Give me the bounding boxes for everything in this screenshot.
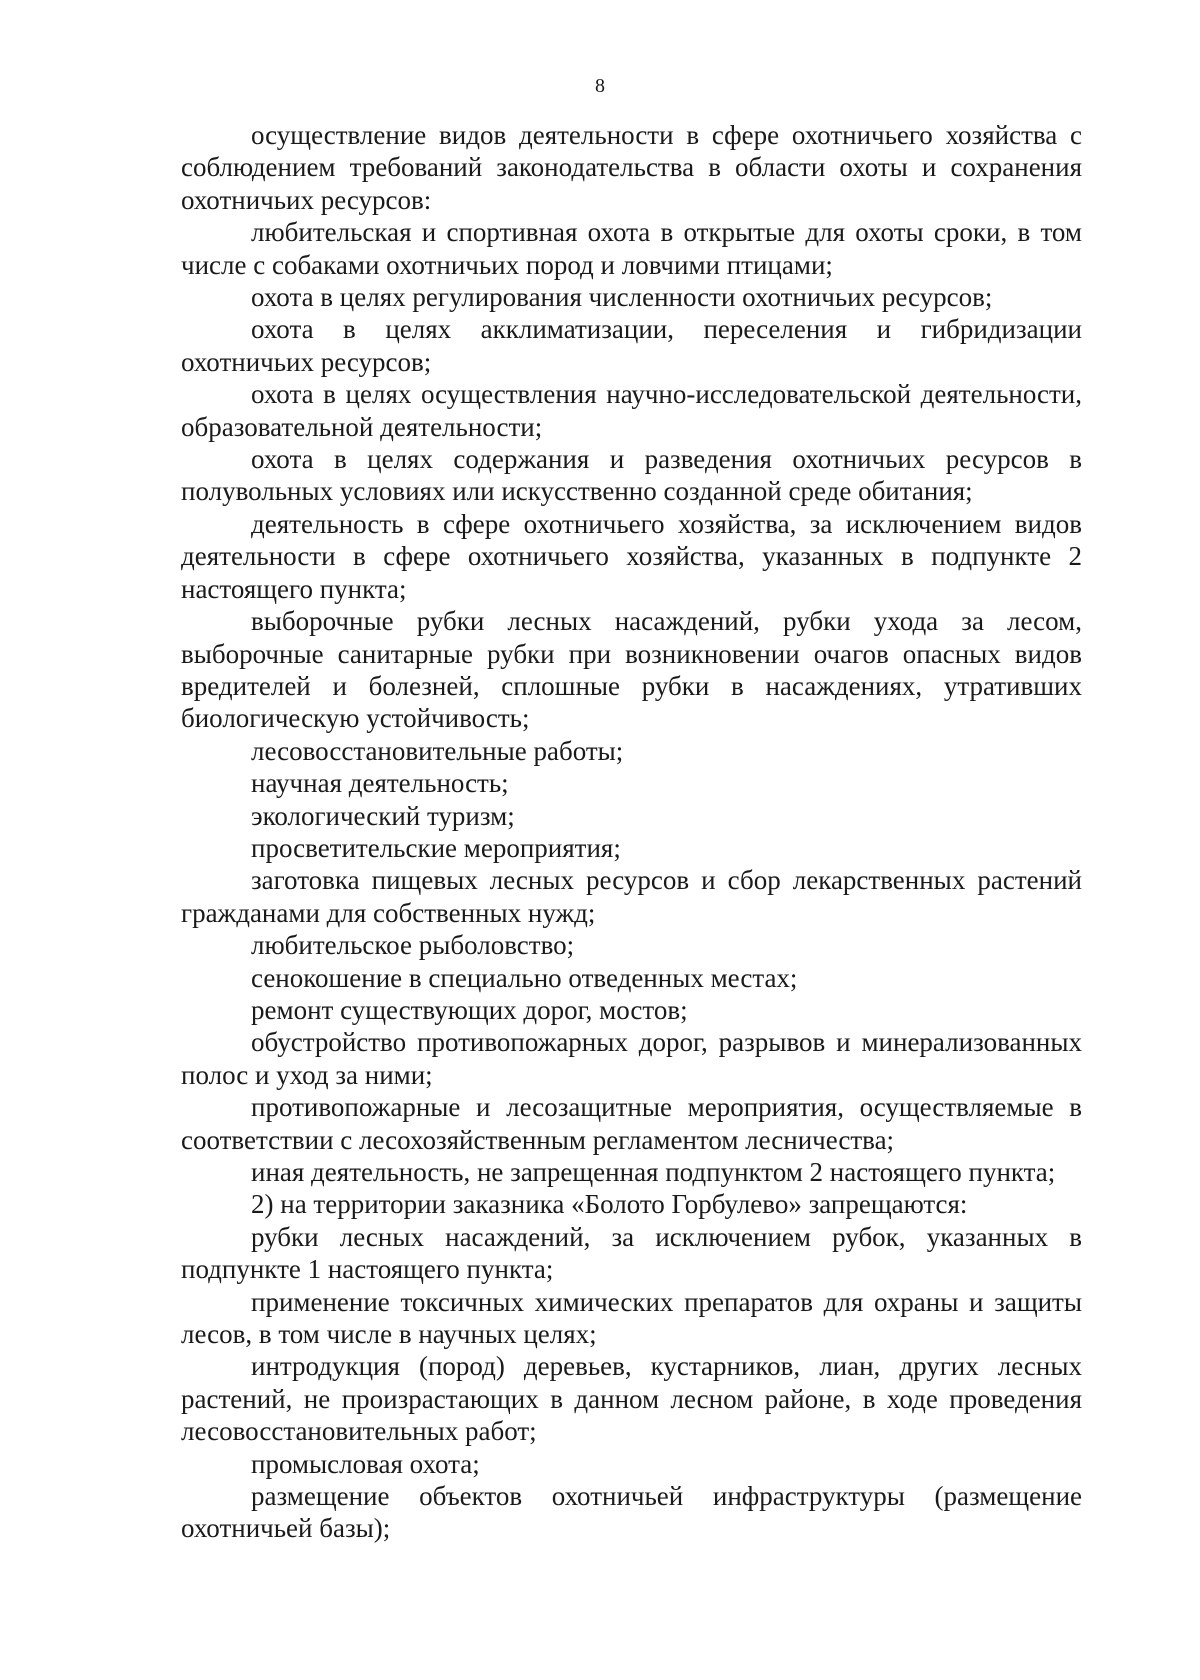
paragraph: охота в целях содержания и разведения охотничьих ресурсов в полувольных условиях или искусственно созданной среде обитания; bbox=[181, 444, 1082, 507]
document-body bbox=[181, 119, 1082, 1545]
paragraph: лесовосстановительные работы; bbox=[251, 735, 624, 766]
paragraph: охота в целях акклиматизации, переселения и гибридизации охотничьих ресурсов; bbox=[181, 314, 1082, 377]
paragraph: деятельность в сфере охотничьего хозяйства, за исключением видов деятельности в сфере охотничьего хозяйства, указанных в подпункте 2 настоящего пункта; bbox=[181, 508, 1082, 604]
paragraph: интродукция (пород) деревьев, кустарников, лиан, других лесных растений, не произрастающих в данном лесном районе, в ходе проведения лесовосстановительных работ; bbox=[181, 1351, 1082, 1447]
paragraph: 2) на территории заказника «Болото Горбулево» запрещаются: bbox=[251, 1189, 968, 1220]
paragraph: иная деятельность, не запрещенная подпунктом 2 настоящего пункта; bbox=[251, 1157, 1056, 1187]
paragraph: ремонт существующих дорог, мостов; bbox=[251, 994, 688, 1025]
paragraph: просветительские мероприятия; bbox=[251, 832, 621, 863]
paragraph: заготовка пищевых лесных ресурсов и сбор лекарственных растений гражданами для собственных нужд; bbox=[181, 865, 1082, 928]
paragraph: обустройство противопожарных дорог, разрывов и минерализованных полос и уход за ними; bbox=[181, 1027, 1082, 1090]
paragraph: размещение объектов охотничьей инфраструктуры (размещение охотничьей базы); bbox=[181, 1481, 1082, 1544]
paragraph: выборочные рубки лесных насаждений, рубки ухода за лесом, выборочные санитарные рубки при возникновении очагов опасных видов вредителей и болезней, сплошные рубки в насаждениях, утративших биологическую устойчивость; bbox=[181, 606, 1082, 734]
paragraph: рубки лесных насаждений, за исключением рубок, указанных в подпункте 1 настоящего пункта; bbox=[181, 1221, 1082, 1285]
paragraph: любительская и спортивная охота в открытые для охоты сроки, в том числе с собаками охотничьих пород и ловчими птицами; bbox=[181, 217, 1082, 280]
paragraph: сенокошение в специально отведенных местах; bbox=[251, 962, 798, 993]
paragraph: противопожарные и лесозащитные мероприятия, осуществляемые в соответствии с лесохозяйственным регламентом лесничества; bbox=[181, 1092, 1082, 1155]
paragraph: промысловая охота; bbox=[251, 1448, 480, 1479]
paragraph: экологический туризм; bbox=[251, 800, 515, 831]
paragraph: осуществление видов деятельности в сфере охотничьего хозяйства с соблюдением требований законодательства в области охоты и сохранения охотничьих ресурсов: bbox=[181, 120, 1082, 215]
paragraph: научная деятельность; bbox=[251, 768, 509, 799]
paragraph: охота в целях регулирования численности охотничьих ресурсов; bbox=[251, 282, 993, 313]
paragraph: охота в целях осуществления научно-исследовательской деятельности, образовательной деятельности; bbox=[181, 379, 1082, 442]
paragraph: применение токсичных химических препаратов для охраны и защиты лесов, в том числе в научных целях; bbox=[181, 1286, 1082, 1350]
page-number: 8 bbox=[595, 75, 605, 97]
paragraph: любительское рыболовство; bbox=[251, 930, 575, 961]
